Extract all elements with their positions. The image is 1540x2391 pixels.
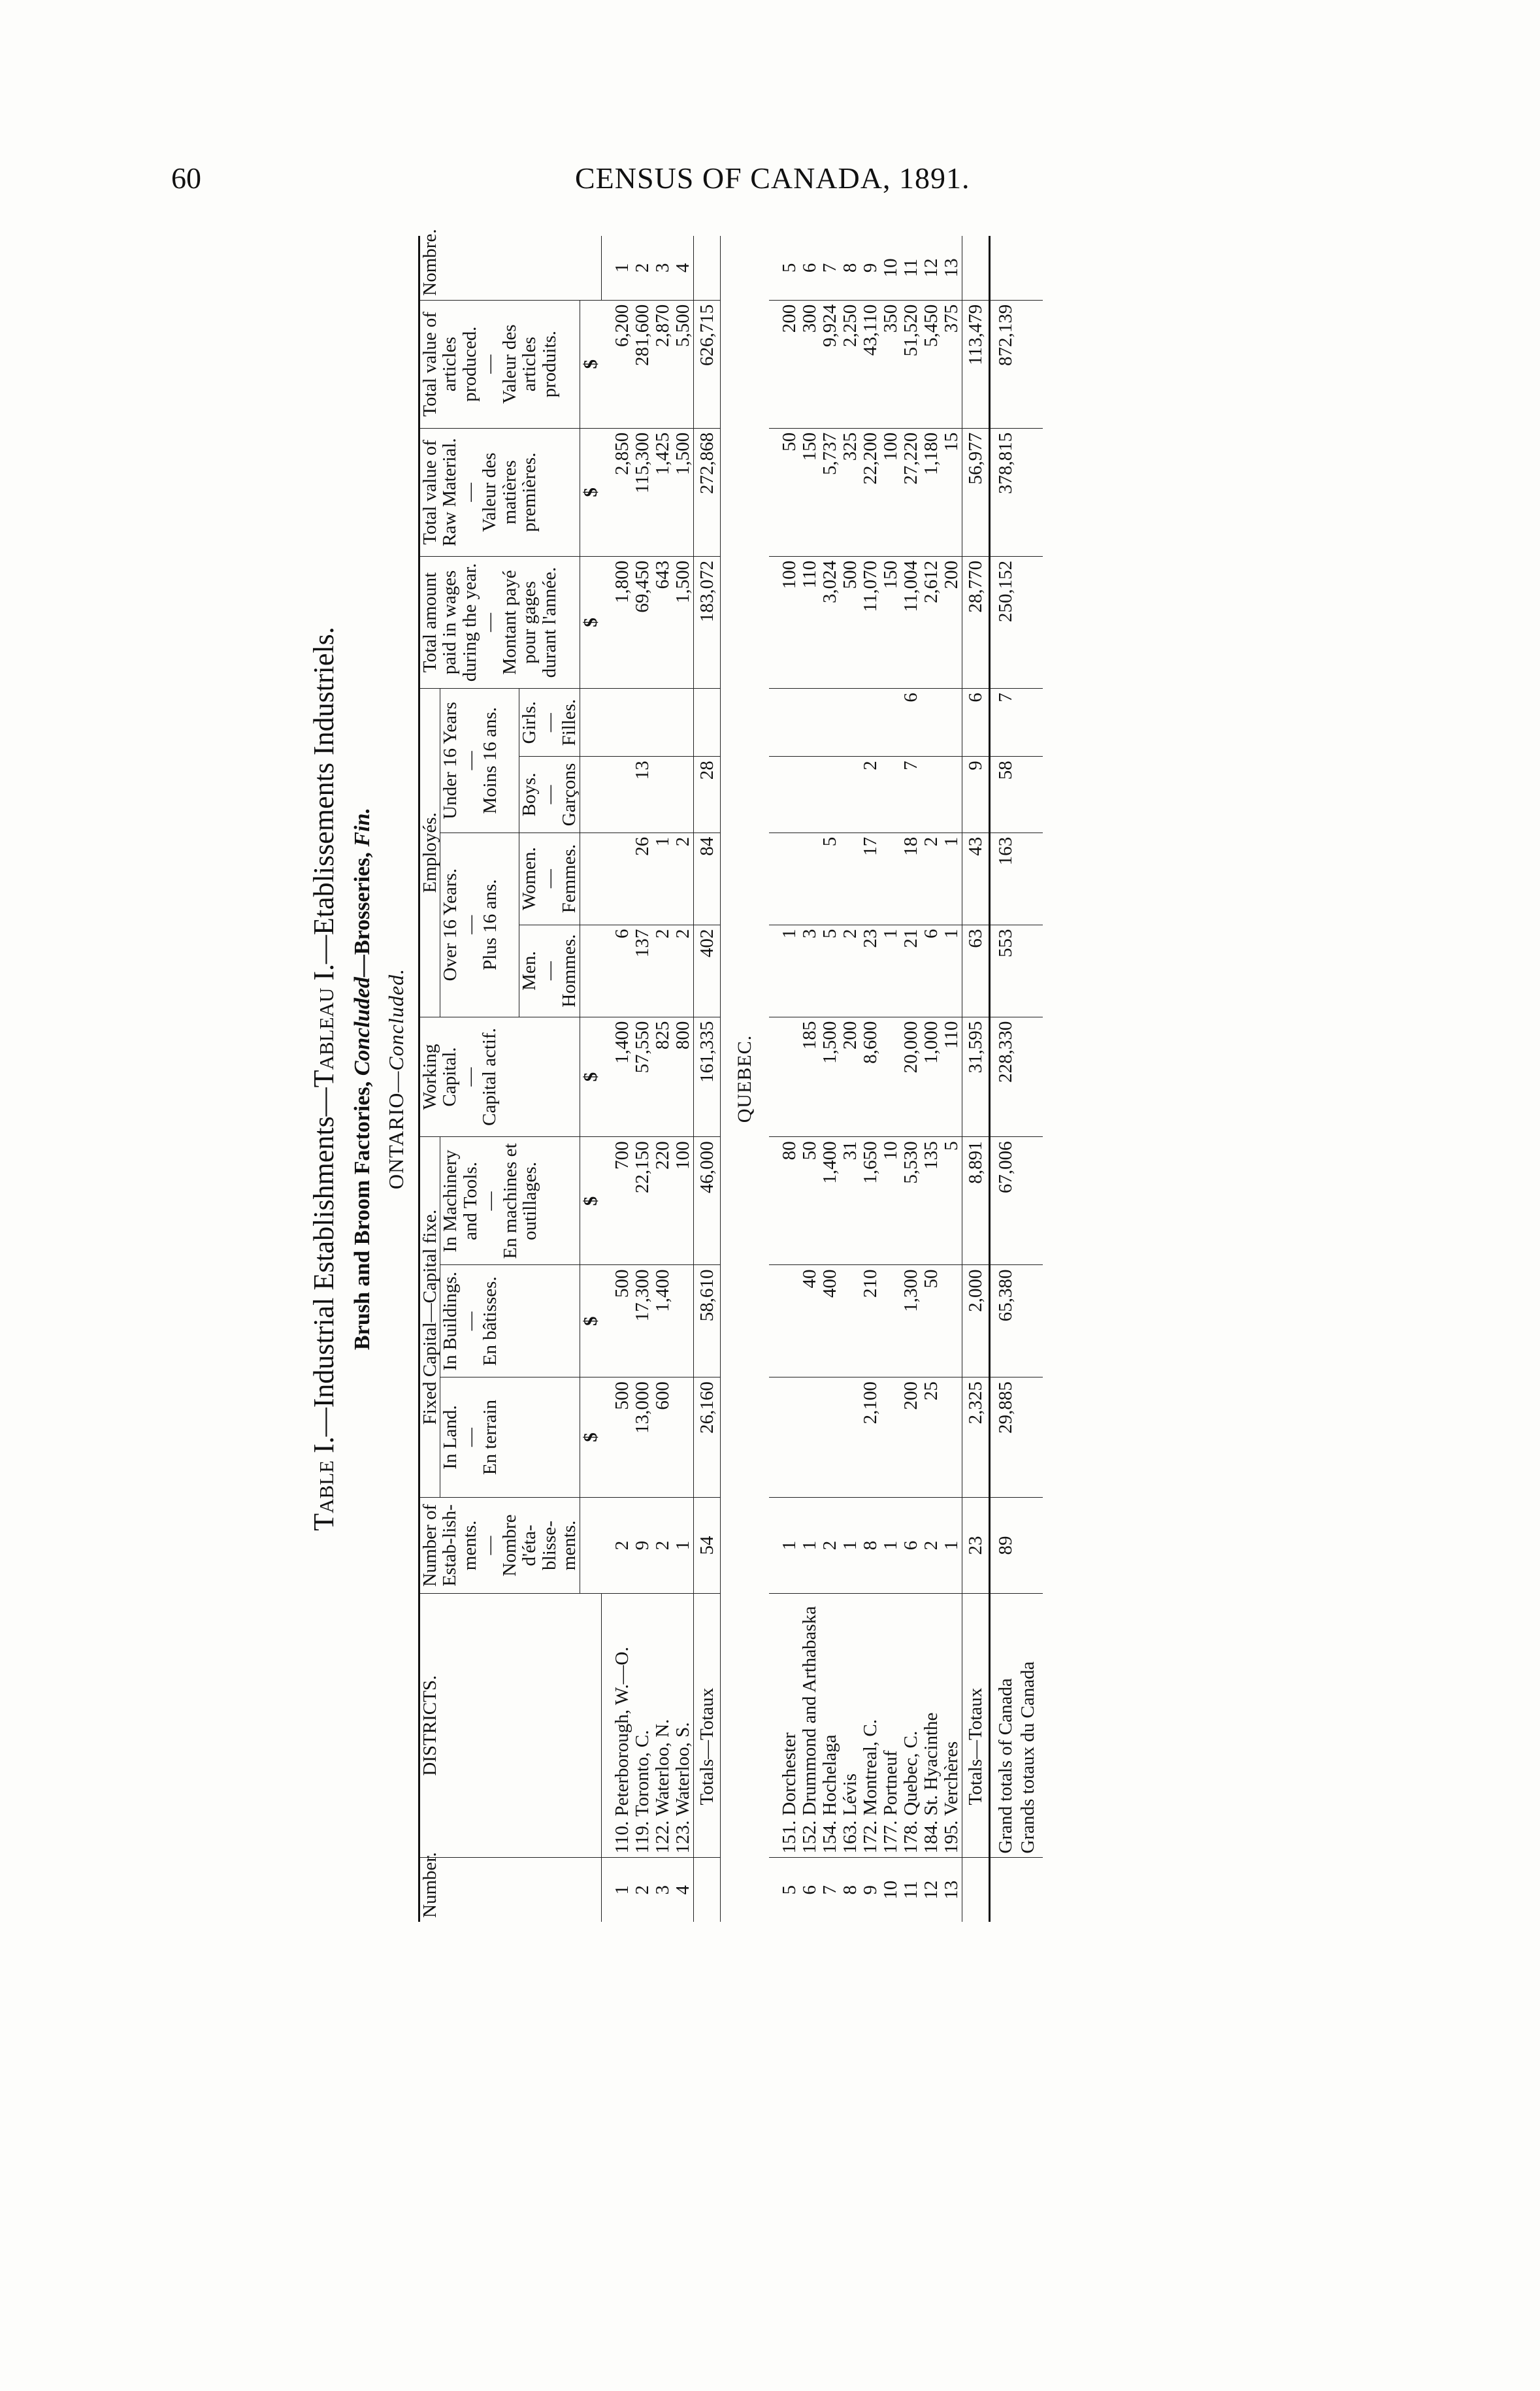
cell-women: 2	[673, 833, 694, 925]
cell-number-right: 1	[612, 236, 632, 300]
cell-women: 2	[921, 833, 942, 925]
cell-produced: 51,520	[901, 300, 921, 428]
cell-working: 825	[653, 1017, 673, 1137]
cell-est: 2	[612, 1497, 632, 1593]
cell-raw: 50	[779, 428, 800, 556]
cell-n: 13	[941, 1880, 962, 1900]
cell-district: 195. Verchères	[942, 1594, 962, 1858]
grand-buildings: 65,380	[990, 1265, 1043, 1377]
cell-working: 1,400	[612, 1017, 632, 1137]
table-header	[419, 229, 602, 1922]
cell-buildings: 1,400	[653, 1265, 673, 1377]
cell-men: 1	[881, 925, 901, 1017]
cell-number-right: 12	[921, 236, 942, 300]
cell-wages: 643	[653, 556, 673, 688]
header-girls: Girls. — Filles.	[519, 689, 580, 757]
cell-girls: 6	[901, 689, 921, 757]
table-row	[901, 236, 921, 1922]
cell-raw: 150	[800, 428, 820, 556]
cell-wages: 1,500	[673, 556, 694, 688]
total-est: 23	[962, 1497, 990, 1593]
cell-women: 18	[901, 833, 921, 925]
cell-est: 1	[779, 1497, 800, 1593]
header-produced: Total value of articles produced. — Valeur des articles produits.	[419, 300, 580, 428]
cell-est: 1	[673, 1497, 694, 1593]
cell-women: 1	[942, 833, 962, 925]
cell-machinery: 100	[673, 1137, 694, 1265]
cell-produced: 350	[881, 300, 901, 428]
cell-n: 1	[612, 1885, 632, 1895]
cell-number-right: 2	[632, 236, 653, 300]
grand-totals-row	[990, 236, 1043, 1922]
cell-produced: 5,500	[673, 300, 694, 428]
table-row	[653, 236, 673, 1922]
cell-men: 23	[860, 925, 881, 1017]
cell-buildings: 17,300	[632, 1265, 653, 1377]
cell-produced: 300	[800, 300, 820, 428]
cell-women	[881, 833, 901, 925]
cell-produced: 43,110	[860, 300, 881, 428]
cell-boys	[673, 757, 694, 833]
table-row	[632, 236, 653, 1922]
cell-district: 122. Waterloo, N.	[653, 1594, 673, 1858]
currency-land: $	[580, 1377, 602, 1498]
cell-raw: 100	[881, 428, 901, 556]
cell-girls	[840, 689, 860, 757]
cell-number-right: 3	[653, 236, 673, 300]
cell-boys: 2	[860, 757, 881, 833]
cell-number-right: 11	[901, 236, 921, 300]
cell-n: 9	[860, 1885, 881, 1895]
cell-machinery: 700	[612, 1137, 632, 1265]
grand-wages: 250,152	[990, 556, 1043, 688]
cell-working	[881, 1017, 901, 1137]
cell-wages: 200	[942, 556, 962, 688]
table-title: Table I.—Industrial Establishments—Tableau I.—Etablissements Industriels.	[308, 627, 340, 1531]
table-row	[800, 236, 820, 1922]
cell-men: 2	[840, 925, 860, 1017]
header-working-capital: Working Capital. — Capital actif.	[419, 1017, 580, 1137]
cell-produced: 2,870	[653, 300, 673, 428]
cell-est: 1	[881, 1497, 901, 1593]
table-row	[942, 236, 962, 1922]
grand-boys: 58	[990, 757, 1043, 833]
cell-working: 800	[673, 1017, 694, 1137]
currency-wages: $	[580, 556, 602, 688]
cell-land	[673, 1377, 694, 1498]
total-raw: 56,977	[962, 428, 990, 556]
currency-buildings: $	[580, 1265, 602, 1377]
cell-wages: 3,024	[820, 556, 840, 688]
cell-wages: 100	[779, 556, 800, 688]
total-produced: 626,715	[694, 300, 721, 428]
grand-est: 89	[990, 1497, 1043, 1593]
cell-produced: 375	[942, 300, 962, 428]
cell-land	[840, 1377, 860, 1498]
table-row	[820, 236, 840, 1922]
quebec-heading-section	[721, 236, 770, 1922]
cell-boys	[800, 757, 820, 833]
running-title: CENSUS OF CANADA, 1891.	[575, 161, 970, 195]
total-girls	[694, 689, 721, 757]
province-caption: ONTARIO—Concluded.	[384, 968, 408, 1190]
cell-raw: 115,300	[632, 428, 653, 556]
cell-wages: 150	[881, 556, 901, 688]
cell-number-right: 7	[820, 236, 840, 300]
cell-machinery: 10	[881, 1137, 901, 1265]
header-fixed-capital: Fixed Capital—Capital fixe.	[419, 1137, 440, 1498]
total-buildings: 58,610	[694, 1265, 721, 1377]
table-row	[881, 236, 901, 1922]
cell-buildings: 210	[860, 1265, 881, 1377]
cell-machinery: 80	[779, 1137, 800, 1265]
cell-buildings: 500	[612, 1265, 632, 1377]
cell-n: 7	[819, 1885, 840, 1895]
cell-girls	[881, 689, 901, 757]
cell-women	[800, 833, 820, 925]
totals-row	[694, 236, 721, 1922]
cell-land: 500	[612, 1377, 632, 1498]
cell-men: 3	[800, 925, 820, 1017]
cell-est: 2	[653, 1497, 673, 1593]
cell-land	[942, 1377, 962, 1498]
cell-machinery: 220	[653, 1137, 673, 1265]
ontario-section	[602, 236, 721, 1922]
cell-est: 9	[632, 1497, 653, 1593]
cell-men: 137	[632, 925, 653, 1017]
total-est: 54	[694, 1497, 721, 1593]
cell-buildings	[840, 1265, 860, 1377]
currency-produced: $	[580, 300, 602, 428]
header-boys: Boys. — Garçons	[519, 757, 580, 833]
cell-buildings	[673, 1265, 694, 1377]
cell-buildings	[942, 1265, 962, 1377]
cell-wages: 1,800	[612, 556, 632, 688]
cell-est: 1	[800, 1497, 820, 1593]
cell-produced: 2,250	[840, 300, 860, 428]
header-raw-material: Total value of Raw Material. — Valeur des matières premières.	[419, 428, 580, 556]
cell-raw: 1,500	[673, 428, 694, 556]
total-women: 84	[694, 833, 721, 925]
cell-women	[612, 833, 632, 925]
cell-working: 57,550	[632, 1017, 653, 1137]
total-wages: 183,072	[694, 556, 721, 688]
cell-machinery: 1,400	[820, 1137, 840, 1265]
total-men: 63	[962, 925, 990, 1017]
totals-row	[962, 236, 990, 1922]
cell-machinery: 5	[942, 1137, 962, 1265]
header-over16: Over 16 Years. — Plus 16 ans.	[440, 833, 519, 1017]
cell-est: 1	[840, 1497, 860, 1593]
header-men: Men. — Hommes.	[519, 925, 580, 1017]
table-row	[921, 236, 942, 1922]
cell-land: 25	[921, 1377, 942, 1498]
header-number: Number.	[419, 1858, 602, 1922]
cell-machinery: 1,650	[860, 1137, 881, 1265]
cell-men: 6	[612, 925, 632, 1017]
currency-working: $	[580, 1017, 602, 1137]
total-produced: 113,479	[962, 300, 990, 428]
cell-girls	[653, 689, 673, 757]
table-row	[673, 236, 694, 1922]
cell-girls	[673, 689, 694, 757]
total-men: 402	[694, 925, 721, 1017]
cell-wages: 500	[840, 556, 860, 688]
cell-number-right: 6	[800, 236, 820, 300]
cell-land: 2,100	[860, 1377, 881, 1498]
cell-number-right: 10	[881, 236, 901, 300]
rotated-table-block	[307, 229, 1464, 1922]
cell-raw: 15	[942, 428, 962, 556]
cell-n: 4	[672, 1885, 693, 1895]
cell-girls	[800, 689, 820, 757]
currency-blank	[580, 1497, 602, 1593]
grand-women: 163	[990, 833, 1043, 925]
cell-number-right: 8	[840, 236, 860, 300]
cell-district: 151. Dorchester	[779, 1594, 800, 1858]
cell-boys	[881, 757, 901, 833]
cell-girls	[612, 689, 632, 757]
province-heading-quebec: QUEBEC.	[721, 236, 770, 1922]
cell-est: 2	[820, 1497, 840, 1593]
cell-est: 2	[921, 1497, 942, 1593]
cell-boys	[612, 757, 632, 833]
cell-men: 6	[921, 925, 942, 1017]
cell-buildings: 1,300	[901, 1265, 921, 1377]
grand-produced: 872,139	[990, 300, 1043, 428]
cell-n: 11	[900, 1881, 921, 1900]
cell-women	[840, 833, 860, 925]
cell-land: 13,000	[632, 1377, 653, 1498]
cell-produced: 281,600	[632, 300, 653, 428]
currency-raw: $	[580, 428, 602, 556]
header-in-land: In Land. — En terrain	[440, 1377, 580, 1498]
cell-working: 185	[800, 1017, 820, 1137]
cell-land	[779, 1377, 800, 1498]
grand-men: 553	[990, 925, 1043, 1017]
grand-girls: 7	[990, 689, 1043, 757]
cell-wages: 2,612	[921, 556, 942, 688]
header-in-buildings: In Buildings. — En bâtisses.	[440, 1265, 580, 1377]
cell-est: 1	[942, 1497, 962, 1593]
total-boys: 28	[694, 757, 721, 833]
cell-machinery: 22,150	[632, 1137, 653, 1265]
cell-land	[800, 1377, 820, 1498]
cell-buildings: 40	[800, 1265, 820, 1377]
cell-est: 8	[860, 1497, 881, 1593]
cell-land: 600	[653, 1377, 673, 1498]
table-row	[779, 236, 800, 1922]
header-under16: Under 16 Years — Moins 16 ans.	[440, 689, 519, 833]
cell-men: 2	[673, 925, 694, 1017]
grand-working: 228,330	[990, 1017, 1043, 1137]
cell-district: 110. Peterborough, W.—O.	[612, 1594, 632, 1858]
cell-women: 17	[860, 833, 881, 925]
header-wages: Total amount paid in wages during the year. — Montant payé pour gages durant l'année.	[419, 556, 580, 688]
cell-district: 178. Quebec, C.	[901, 1594, 921, 1858]
cell-machinery: 5,530	[901, 1137, 921, 1265]
cell-wages: 11,070	[860, 556, 881, 688]
cell-boys	[921, 757, 942, 833]
cell-men: 1	[942, 925, 962, 1017]
total-women: 43	[962, 833, 990, 925]
cell-number-right: 9	[860, 236, 881, 300]
cell-boys	[820, 757, 840, 833]
cell-n: 5	[779, 1885, 800, 1895]
cell-working: 110	[942, 1017, 962, 1137]
cell-machinery: 31	[840, 1137, 860, 1265]
header-women: Women. — Femmes.	[519, 833, 580, 925]
cell-number-right: 5	[779, 236, 800, 300]
total-land: 2,325	[962, 1377, 990, 1498]
grand-totals-section	[990, 236, 1043, 1922]
cell-raw: 22,200	[860, 428, 881, 556]
cell-girls	[942, 689, 962, 757]
header-employes: Employés.	[419, 689, 440, 1017]
cell-boys	[779, 757, 800, 833]
cell-land: 200	[901, 1377, 921, 1498]
industrial-establishments-table	[418, 229, 1043, 1922]
cell-women: 1	[653, 833, 673, 925]
cell-produced: 6,200	[612, 300, 632, 428]
cell-boys: 13	[632, 757, 653, 833]
grand-totals-label: Grand totals of Canada Grands totaux du Canada	[990, 1594, 1043, 1858]
header-in-machinery: In Machinery and Tools. — En machines et outillages.	[440, 1137, 580, 1265]
grand-machinery: 67,006	[990, 1137, 1043, 1265]
grand-raw: 378,815	[990, 428, 1043, 556]
cell-buildings: 400	[820, 1265, 840, 1377]
cell-n: 8	[840, 1885, 860, 1895]
header-establishments: Number of Estab-lish-ments. — Nombre d'éta-blisse-ments.	[419, 1497, 580, 1593]
cell-men: 5	[820, 925, 840, 1017]
header-districts: DISTRICTS.	[419, 1594, 602, 1858]
cell-girls	[779, 689, 800, 757]
cell-boys	[653, 757, 673, 833]
cell-working	[779, 1017, 800, 1137]
quebec-section	[769, 236, 990, 1922]
cell-district: 184. St. Hyacinthe	[921, 1594, 942, 1858]
cell-machinery: 135	[921, 1137, 942, 1265]
cell-district: 152. Drummond and Arthabaska	[800, 1594, 820, 1858]
cell-men: 21	[901, 925, 921, 1017]
cell-wages: 69,450	[632, 556, 653, 688]
cell-girls	[820, 689, 840, 757]
total-label: Totals—Totaux	[962, 1594, 990, 1858]
cell-boys: 7	[901, 757, 921, 833]
table-row	[612, 236, 632, 1922]
cell-girls	[860, 689, 881, 757]
table-row	[860, 236, 881, 1922]
cell-raw: 27,220	[901, 428, 921, 556]
cell-working: 20,000	[901, 1017, 921, 1137]
cell-est: 6	[901, 1497, 921, 1593]
cell-men: 1	[779, 925, 800, 1017]
cell-boys	[840, 757, 860, 833]
cell-buildings	[881, 1265, 901, 1377]
cell-raw: 1,425	[653, 428, 673, 556]
cell-wages: 11,004	[901, 556, 921, 688]
cell-district: 154. Hochelaga	[820, 1594, 840, 1858]
page-number: 60	[171, 161, 201, 195]
total-label: Totals—Totaux	[694, 1594, 721, 1858]
grand-land: 29,885	[990, 1377, 1043, 1498]
cell-number-right: 13	[942, 236, 962, 300]
cell-raw: 1,180	[921, 428, 942, 556]
cell-raw: 325	[840, 428, 860, 556]
cell-number-right: 4	[673, 236, 694, 300]
total-raw: 272,868	[694, 428, 721, 556]
total-buildings: 2,000	[962, 1265, 990, 1377]
total-machinery: 8,891	[962, 1137, 990, 1265]
cell-girls	[632, 689, 653, 757]
cell-district: 172. Montreal, C.	[860, 1594, 881, 1858]
cell-district: 163. Lévis	[840, 1594, 860, 1858]
cell-produced: 9,924	[820, 300, 840, 428]
cell-n: 12	[921, 1880, 942, 1900]
total-wages: 28,770	[962, 556, 990, 688]
cell-land	[820, 1377, 840, 1498]
total-working: 31,595	[962, 1017, 990, 1137]
cell-n: 6	[799, 1885, 820, 1895]
cell-working: 8,600	[860, 1017, 881, 1137]
cell-women	[779, 833, 800, 925]
cell-working: 1,500	[820, 1017, 840, 1137]
total-land: 26,160	[694, 1377, 721, 1498]
cell-working: 1,000	[921, 1017, 942, 1137]
cell-boys	[942, 757, 962, 833]
cell-buildings: 50	[921, 1265, 942, 1377]
cell-working: 200	[840, 1017, 860, 1137]
cell-raw: 5,737	[820, 428, 840, 556]
header-number-fr: Nombre.	[419, 236, 602, 300]
cell-n: 3	[652, 1885, 673, 1895]
cell-machinery: 50	[800, 1137, 820, 1265]
table-row	[840, 236, 860, 1922]
cell-district: 123. Waterloo, S.	[673, 1594, 694, 1858]
cell-n: 2	[632, 1885, 653, 1895]
total-working: 161,335	[694, 1017, 721, 1137]
cell-land	[881, 1377, 901, 1498]
total-boys: 9	[962, 757, 990, 833]
table-subtitle: Brush and Broom Factories, Concluded—Brosseries, Fin.	[350, 808, 374, 1350]
cell-buildings	[779, 1265, 800, 1377]
cell-produced: 200	[779, 300, 800, 428]
cell-produced: 5,450	[921, 300, 942, 428]
cell-women: 5	[820, 833, 840, 925]
currency-machinery: $	[580, 1137, 602, 1265]
cell-n: 10	[880, 1880, 901, 1900]
cell-district: 119. Toronto, C.	[632, 1594, 653, 1858]
cell-district: 177. Portneuf	[881, 1594, 901, 1858]
cell-raw: 2,850	[612, 428, 632, 556]
cell-men: 2	[653, 925, 673, 1017]
total-machinery: 46,000	[694, 1137, 721, 1265]
cell-women: 26	[632, 833, 653, 925]
cell-wages: 110	[800, 556, 820, 688]
total-girls: 6	[962, 689, 990, 757]
cell-girls	[921, 689, 942, 757]
